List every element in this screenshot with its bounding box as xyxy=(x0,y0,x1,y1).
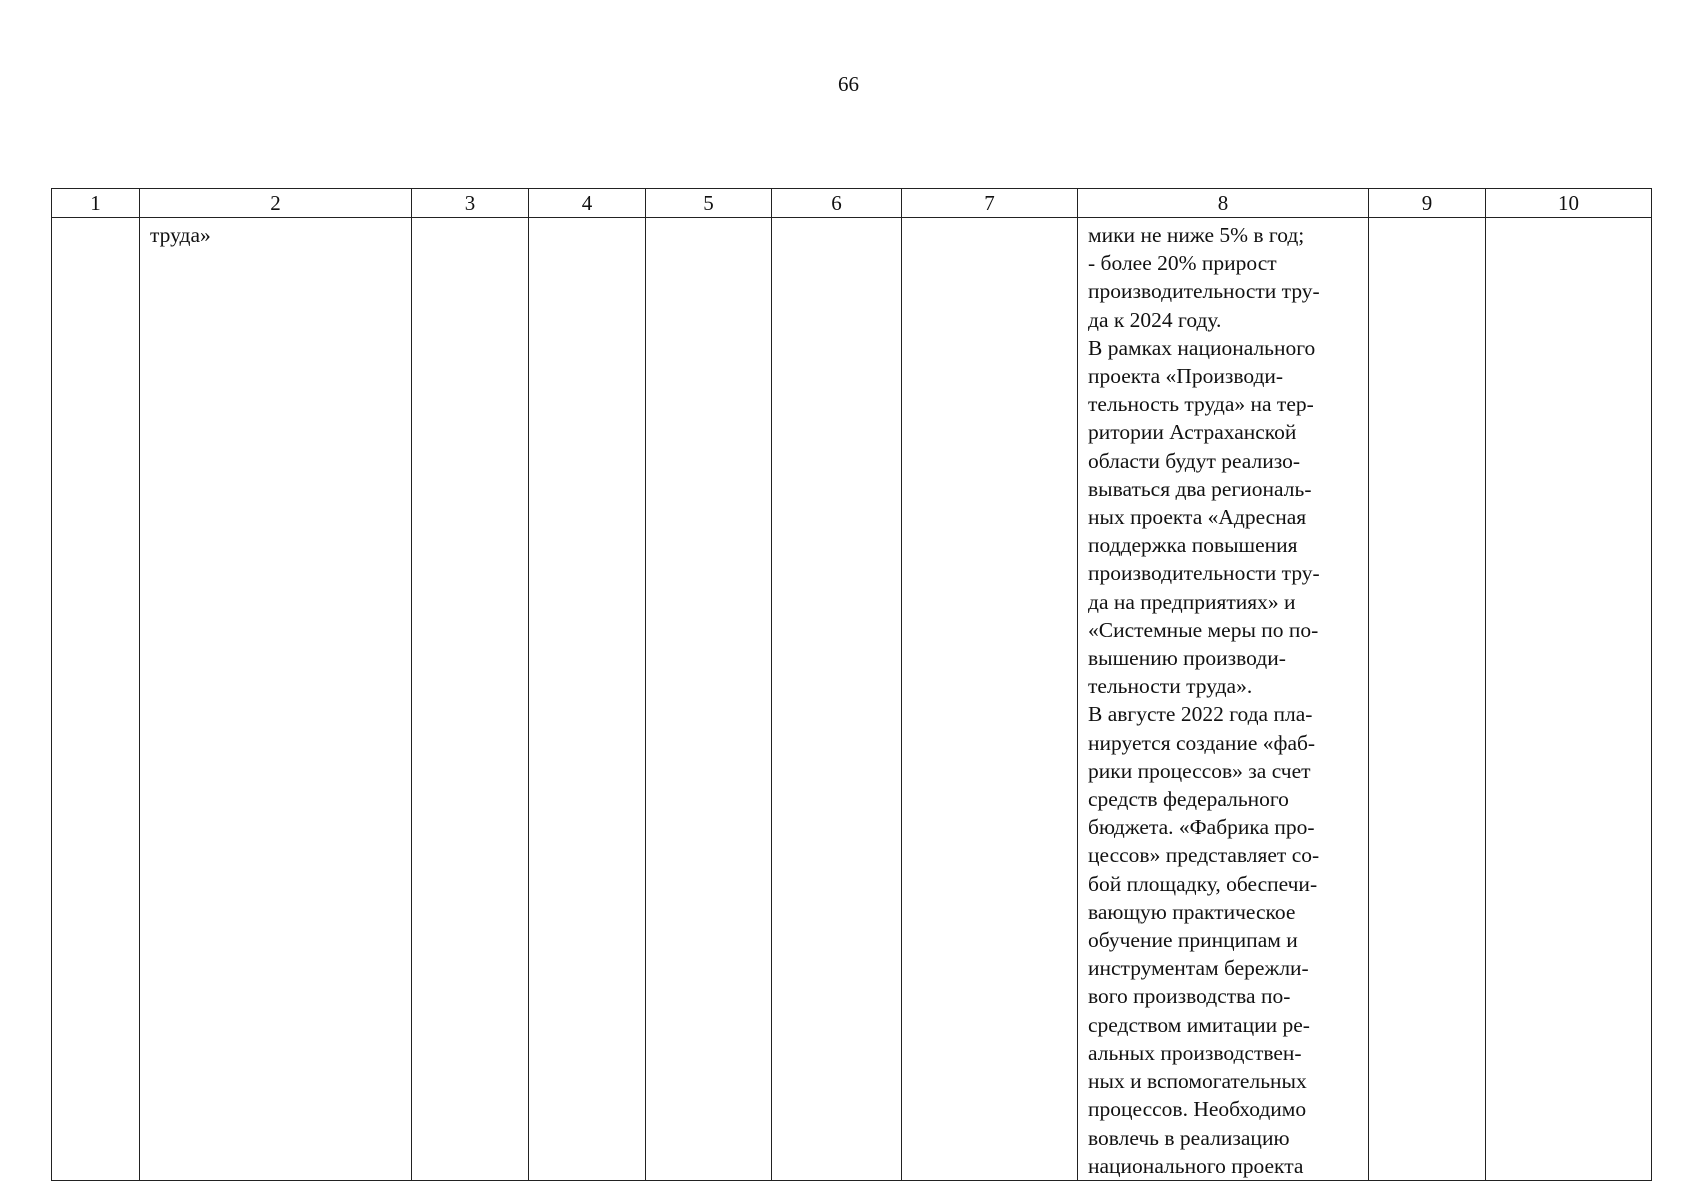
text-line: проекта «Производи- xyxy=(1088,364,1284,389)
text-line: ритории Астраханской xyxy=(1088,420,1297,445)
text-line: цессов» представляет со- xyxy=(1088,843,1320,868)
cell-col-5 xyxy=(646,218,772,1181)
column-header-2: 2 xyxy=(140,189,412,218)
text-line: ных и вспомогательных xyxy=(1088,1069,1307,1094)
cell-col-2-text xyxy=(140,218,411,249)
text-line: да к 2024 году. xyxy=(1088,307,1222,332)
column-header-10: 10 xyxy=(1486,189,1652,218)
data-table xyxy=(51,188,1652,1181)
text-line: производительности тру- xyxy=(1088,279,1320,304)
cell-col-8 xyxy=(1078,218,1369,1181)
table-row xyxy=(52,218,1652,1181)
cell-col-10 xyxy=(1486,218,1652,1181)
text-line: вовлечь в реализацию xyxy=(1088,1125,1290,1150)
page-number: 66 xyxy=(838,72,859,96)
text-line: вываться два региональ- xyxy=(1088,476,1312,501)
cell-col-7 xyxy=(902,218,1078,1181)
column-header-6: 6 xyxy=(772,189,902,218)
column-header-8: 8 xyxy=(1078,189,1369,218)
cell-col-1 xyxy=(52,218,140,1181)
cell-col-2 xyxy=(140,218,412,1181)
text-line: рики процессов» за счет xyxy=(1088,758,1311,783)
column-header-5: 5 xyxy=(646,189,772,218)
text-line: - более 20% прирост xyxy=(1088,251,1277,276)
text-line: да на предприятиях» и xyxy=(1088,589,1296,614)
text-line: ных проекта «Адресная xyxy=(1088,505,1307,530)
text-line: В рамках национального xyxy=(1088,335,1316,360)
header-row xyxy=(52,189,1652,218)
text-line: производительности тру- xyxy=(1088,561,1320,586)
column-header-3: 3 xyxy=(412,189,529,218)
cell-col-9 xyxy=(1369,218,1486,1181)
text-line: обучение принципам и xyxy=(1088,928,1298,953)
text-line: поддержка повышения xyxy=(1088,533,1298,558)
column-header-7: 7 xyxy=(902,189,1078,218)
text-line: инструментам бережли- xyxy=(1088,956,1309,981)
cell-col-8-text xyxy=(1078,218,1368,1180)
text-line: тельности труда». xyxy=(1088,674,1253,699)
cell-col-6 xyxy=(772,218,902,1181)
text-line: нируется создание «фаб- xyxy=(1088,730,1316,755)
text-line: «Системные меры по по- xyxy=(1088,617,1319,642)
text-line: тельность труда» на тер- xyxy=(1088,392,1314,417)
text-line: средств федерального xyxy=(1088,787,1289,812)
column-header-1: 1 xyxy=(52,189,140,218)
text-line: В августе 2022 года пла- xyxy=(1088,702,1313,727)
text-line: альных производствен- xyxy=(1088,1040,1302,1065)
column-header-9: 9 xyxy=(1369,189,1486,218)
text-line: процессов. Необходимо xyxy=(1088,1097,1307,1122)
text-line: бой площадку, обеспечи- xyxy=(1088,871,1318,896)
cell-col-4 xyxy=(529,218,646,1181)
text-line: вышению производи- xyxy=(1088,646,1286,671)
cell-col-3 xyxy=(412,218,529,1181)
text-line: национального проекта xyxy=(1088,1153,1304,1178)
text-line: средством имитации ре- xyxy=(1088,1012,1310,1037)
text-line: вого производства по- xyxy=(1088,984,1291,1009)
text-line: труда» xyxy=(150,223,211,247)
text-line: мики не ниже 5% в год; xyxy=(1088,223,1305,247)
text-line: бюджета. «Фабрика про- xyxy=(1088,815,1315,840)
text-line: области будут реализо- xyxy=(1088,448,1301,473)
text-line: вающую практическое xyxy=(1088,899,1296,924)
column-header-4: 4 xyxy=(529,189,646,218)
